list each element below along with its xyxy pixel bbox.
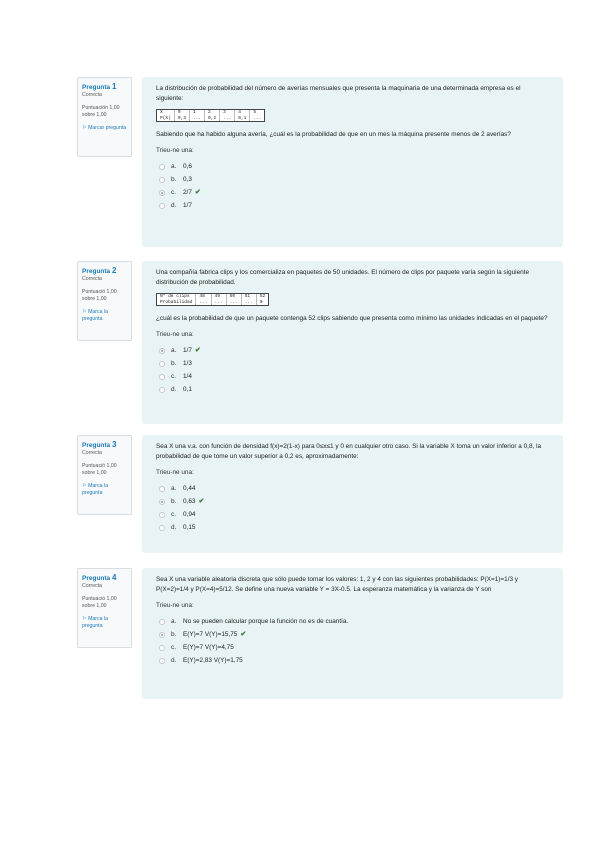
option-text: 0,15 [183, 523, 196, 531]
option-text: 0,3 [183, 175, 192, 183]
option-letter: b. [171, 497, 177, 505]
answer-option[interactable] [156, 370, 549, 383]
question-info [77, 77, 132, 157]
question-text-continued: Sabiendo que ha habido alguna avería, ¿cuál es la probabilidad de que en un mes la máquina presente menos de 2 averías? [156, 131, 511, 138]
question-grade: Puntuació 1,00 sobre 1,00 [82, 463, 117, 476]
question-state: Correcta [82, 276, 102, 282]
question-info [77, 568, 132, 648]
answer-option[interactable] [156, 186, 549, 199]
option-letter: d. [171, 201, 177, 209]
answer-option[interactable] [156, 628, 549, 641]
answer-option[interactable] [156, 199, 549, 212]
option-text: 0,94 [183, 510, 196, 518]
options [156, 615, 549, 667]
answer-radio[interactable] [159, 190, 165, 196]
answer-radio[interactable] [159, 619, 165, 625]
option-letter: c. [171, 372, 176, 380]
option-text: 1/3 [183, 359, 192, 367]
option-text: 0,6 [183, 162, 192, 170]
option-text: 0,63 [183, 497, 196, 505]
answer-option[interactable] [156, 615, 549, 628]
answer-option[interactable] [156, 160, 549, 173]
answer-option[interactable] [156, 521, 549, 534]
question-text-continued: ¿cuál es la probabilidad de que un paquete contenga 52 clips sabiendo que presenta como mínimo las unidades indicadas en el paquete? [156, 315, 548, 322]
flag-question-link[interactable]: ⚐ Marca la pregunta [82, 616, 108, 629]
question-text: Una compañía fabrica clips y los comercializa en paquetes de 50 unidades. El número de clips por paquete varía según la siguiente distribución de probabilidad. [156, 269, 530, 286]
options [156, 160, 549, 212]
question-number: Pregunta 2 [82, 266, 117, 275]
option-text: 1/4 [183, 372, 192, 380]
answer-option[interactable] [156, 344, 549, 357]
question-info [77, 435, 132, 515]
option-text: E(Y)=7 V(Y)=15,75 [183, 630, 238, 638]
answer-radio[interactable] [159, 499, 165, 505]
answer-option[interactable] [156, 173, 549, 186]
option-letter: c. [171, 510, 176, 518]
answer-radio[interactable] [159, 486, 165, 492]
check-icon: ✔ [240, 630, 247, 638]
question-grade: Puntuació 1,00 sobre 1,00 [82, 289, 117, 302]
answer-radio[interactable] [159, 512, 165, 518]
answer-option[interactable] [156, 641, 549, 654]
answer-prompt: Trieu-ne una: [156, 147, 194, 154]
answer-radio[interactable] [159, 525, 165, 531]
answer-radio[interactable] [159, 374, 165, 380]
options [156, 344, 549, 396]
question-grade: Puntuació 1,00 sobre 1,00 [82, 596, 117, 609]
probability-table: X 0 1 2 3 4 5 P(X) 0,3 ... 0,2 ... 0,1 ... [156, 109, 265, 122]
question-state: Correcta [82, 583, 102, 589]
option-letter: a. [171, 346, 177, 354]
answer-radio[interactable] [159, 361, 165, 367]
question-state: Correcta [82, 450, 102, 456]
answer-radio[interactable] [159, 164, 165, 170]
question-text: Sea X una v.a. con función de densidad f(x)=2(1-x) para 0≤x≤1 y 0 en cualquier otro caso. Si la variable X toma un valor inferior a 0,8, la probabilidad de que tome un valor superior a 0,2 es, aproximadamente: [156, 443, 542, 460]
question-content [142, 435, 563, 553]
question-content [142, 261, 563, 424]
answer-option[interactable] [156, 495, 549, 508]
flag-question-link[interactable]: ⚐ Marca la pregunta [82, 483, 108, 496]
option-letter: c. [171, 188, 176, 196]
flag-question-link[interactable]: ⚐ Marcar pregunta [82, 125, 127, 131]
option-text: 2/7 [183, 188, 192, 196]
answer-option[interactable] [156, 383, 549, 396]
option-text: No se pueden calcular porque la función no es de cuantía. [183, 617, 349, 625]
question-text: La distribución de probabilidad del número de averías mensuales que presenta la maquinaria de una determinada empresa es el siguiente: [156, 85, 521, 102]
answer-option[interactable] [156, 654, 549, 667]
answer-option[interactable] [156, 508, 549, 521]
option-text: 0,1 [183, 385, 192, 393]
option-text: 1/7 [183, 346, 192, 354]
answer-radio[interactable] [159, 632, 165, 638]
option-letter: a. [171, 484, 177, 492]
check-icon: ✔ [198, 497, 205, 505]
answer-option[interactable] [156, 482, 549, 495]
option-letter: c. [171, 643, 176, 651]
option-letter: a. [171, 617, 177, 625]
option-text: E(Y)=2,83 V(Y)=1,75 [183, 656, 243, 664]
check-icon: ✔ [194, 188, 201, 196]
option-letter: b. [171, 630, 177, 638]
question-number: Pregunta 1 [82, 82, 117, 91]
answer-radio[interactable] [159, 658, 165, 664]
answer-radio[interactable] [159, 177, 165, 183]
answer-radio[interactable] [159, 387, 165, 393]
option-letter: d. [171, 656, 177, 664]
probability-table: Nº de clips 48 49 50 51 52 Probabilidad ... ... ... ... 0 [156, 293, 269, 306]
question-content [142, 77, 563, 247]
question-info [77, 261, 132, 341]
question-number: Pregunta 4 [82, 573, 117, 582]
question-number: Pregunta 3 [82, 440, 117, 449]
answer-prompt: Trieu-ne una: [156, 469, 194, 476]
question-state: Correcta [82, 92, 102, 98]
answer-radio[interactable] [159, 645, 165, 651]
answer-radio[interactable] [159, 203, 165, 209]
option-letter: d. [171, 523, 177, 531]
check-icon: ✔ [194, 346, 201, 354]
question-grade: Puntuación 1,00 sobre 1,00 [82, 105, 120, 118]
option-letter: d. [171, 385, 177, 393]
option-text: 0,44 [183, 484, 196, 492]
option-text: 1/7 [183, 201, 192, 209]
answer-radio[interactable] [159, 348, 165, 354]
option-letter: b. [171, 359, 177, 367]
option-letter: a. [171, 162, 177, 170]
flag-question-link[interactable]: ⚐ Marca la pregunta [82, 309, 108, 322]
question-text: Sea X una variable aleatoria discreta que sólo puede tomar los valores: 1, 2 y 4 con las siguientes probabilidades: P(X=1)=1/3 y P(X=2)=1/4 y P(X=4)=5/12. Se define una nueva variable Y = 3X-0.5. La esperanza matemática y la varianza de Y son [156, 576, 518, 593]
answer-prompt: Trieu-ne una: [156, 602, 194, 609]
question-content [142, 568, 563, 699]
option-text: E(Y)=7 V(Y)=4,75 [183, 643, 234, 651]
option-letter: b. [171, 175, 177, 183]
options [156, 482, 549, 534]
answer-prompt: Trieu-ne una: [156, 331, 194, 338]
answer-option[interactable] [156, 357, 549, 370]
